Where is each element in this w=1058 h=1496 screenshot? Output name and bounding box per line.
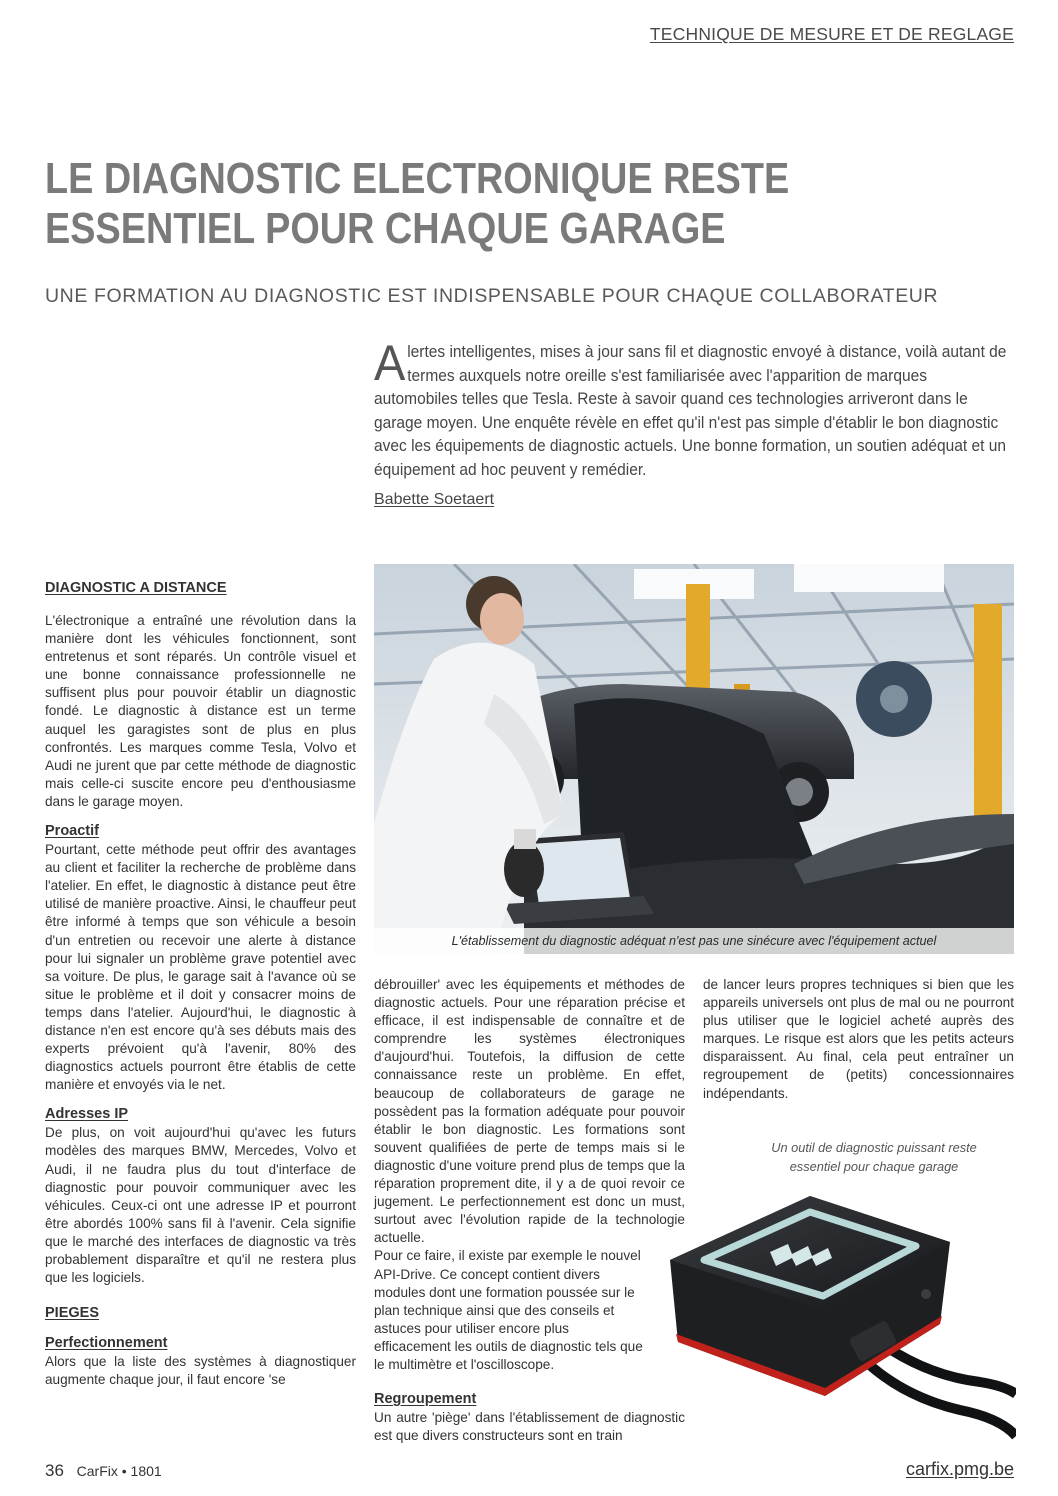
- paragraph-concessionnaires: de lancer leurs propres techniques si bien que les appareils universels ont plus de mal ou ne pourront plus utiliser que le logiciel acheté auprès des marques. Le risque est alors que les petits acteurs disparaissent. Au final, cela peut entraîner un regroupement de (petits) concessionnaires indépendants.: [703, 977, 1014, 1101]
- paragraph-remote: L'électronique a entraîné une révolution dans la manière dont les véhicules fonctionnent, sont entretenus et sont réparés. Un contrôle visuel et une bonne connaissance professionnelle ne suffisent plus pour pouvoir établir un diagnostic fondé. Le diagnostic à distance est un terme auquel les garagistes sont de plus en plus confrontés. Les marques comme Tesla, Volvo et Audi ne jurent que par cette méthode de diagnostic mais celle-ci suscite encore peu d'enthousiasme dans le garage moyen.: [45, 613, 356, 809]
- article-subtitle: UNE FORMATION AU DIAGNOSTIC EST INDISPENSABLE POUR CHAQUE COLLABORATEUR: [45, 285, 939, 307]
- author-byline[interactable]: Babette Soetaert: [374, 491, 495, 508]
- intro-text: lertes intelligentes, mises à jour sans fil et diagnostic envoyé à distance, voilà autant de termes auxquels notre oreille s'est familiarisée avec l'apparition de marques automobiles telles que Tesla. Reste à savoir quand ces technologies arriveront dans le garage moyen. Une enquête révèle en effet qu'il n'est pas simple d'établir le bon diagnostic avec les équipements de diagnostic actuels. Une bonne formation, un soutien adéquat et un équipement ad hoc peuvent y remédier.: [374, 343, 1007, 479]
- column-2: [374, 976, 685, 1445]
- heading-regroupement: Regroupement: [374, 1391, 477, 1408]
- page-number: 36: [45, 1461, 64, 1480]
- paragraph-formation: débrouiller' avec les équipements et méthodes de diagnostic actuels. Pour une réparation précise et efficace, il est indispensable de connaître et de comprendre les systèmes électroniques d'aujourd'hui. Toutefois, la diffusion de cette connaissance reste un problème. En effet, beaucoup de collaborateurs de garage ne possèdent pas la formation adéquate pour pouvoir établir le bon diagnostic. Les formations sont souvent qualifiées de perte de temps mais si le diagnostic d'une voiture prend plus de temps que la réparation proprement dite, il y a de quoi revoir ce jugement. Le perfectionnement est donc un must, surtout avec l'évolution rapide de la technologie actuelle.: [374, 977, 685, 1246]
- paragraph-proactif: Pourtant, cette méthode peut offrir des avantages au client et faciliter la recherche de problème dans l'atelier. En effet, le diagnostic à distance peut être utilisé de manière proactive. Ainsi, le chauffeur peut être informé à temps que son véhicule a besoin d'un entretien ou recevoir une alerte à distance pour lui signaler un problème grave potentiel avec sa voiture. De plus, le garage sait à l'avance où se situe le problème et il doit y consacrer moins de temps dans l'atelier. Aujourd'hui, le diagnostic à distance n'en est encore qu'à ses débuts mais des experts prévoient qu'à l'avenir, 80% des diagnostics actuels pourront être établis de cette manière et envoyés via le net.: [45, 842, 356, 1093]
- paragraph-ip: De plus, on voit aujourd'hui qu'avec les futurs modèles des marques BMW, Mercedes, Volvo et Audi, il ne faudra plus du tout d'interface de diagnostic pour pouvoir communiquer avec les véhicules. Ceux-ci ont une adresse IP et pourront être abordés 100% sans fil à l'avenir. Cela signifie que le marché des interfaces de diagnostic va très probablement disparaître et qu'il ne restera plus que les logiciels.: [45, 1125, 356, 1286]
- device-caption: [730, 1138, 1018, 1176]
- intro-dropcap: A: [374, 335, 406, 391]
- heading-diagnostic-a-distance: DIAGNOSTIC A DISTANCE: [45, 580, 227, 596]
- title-line-1: LE DIAGNOSTIC ELECTRONIQUE RESTE: [45, 154, 790, 203]
- heading-proactif: Proactif: [45, 823, 99, 840]
- paragraph-perfectionnement: Alors que la liste des systèmes à diagnostiquer augmente chaque jour, il faut encore 'se: [45, 1354, 356, 1388]
- paragraph-regroupement: Un autre 'piège' dans l'établissement de diagnostic est que divers constructeurs sont en train: [374, 1410, 685, 1444]
- section-label: TECHNIQUE DE MESURE ET DE REGLAGE: [649, 24, 1014, 44]
- workshop-photo: [374, 564, 1014, 954]
- photo-caption: L'établissement du diagnostic adéquat n'est pas une sinécure avec l'équipement actuel: [374, 928, 1014, 954]
- heading-adresses-ip: Adresses IP: [45, 1106, 129, 1123]
- website-link[interactable]: carfix.pmg.be: [905, 1459, 1014, 1479]
- paragraph-api-drive: Pour ce faire, il existe par exemple le nouvel API-Drive. Ce concept contient divers modules dont une formation poussée sur le plan technique ainsi que des conseils et astuces pour utiliser encore plus efficacement les outils de diagnostic tels que le multimètre et l'oscilloscope.: [374, 1248, 643, 1372]
- article-intro: [374, 335, 1014, 482]
- heading-pieges: PIEGES: [45, 1305, 99, 1322]
- column-1: [45, 578, 356, 1389]
- column-3: [703, 976, 1014, 1103]
- diagnostic-device-illustration: [660, 1196, 1016, 1440]
- title-line-2: ESSENTIEL POUR CHAQUE GARAGE: [45, 204, 726, 253]
- device-caption-line-1: Un outil de diagnostic puissant reste: [771, 1140, 977, 1155]
- page-footer: [45, 1461, 162, 1481]
- heading-perfectionnement: Perfectionnement: [45, 1335, 168, 1352]
- workshop-illustration: [374, 564, 1014, 954]
- diagnostic-device-image: [660, 1196, 1016, 1440]
- article-title: [45, 154, 871, 254]
- publication-issue: CarFix • 1801: [76, 1463, 162, 1479]
- device-caption-line-2: essentiel pour chaque garage: [789, 1159, 959, 1174]
